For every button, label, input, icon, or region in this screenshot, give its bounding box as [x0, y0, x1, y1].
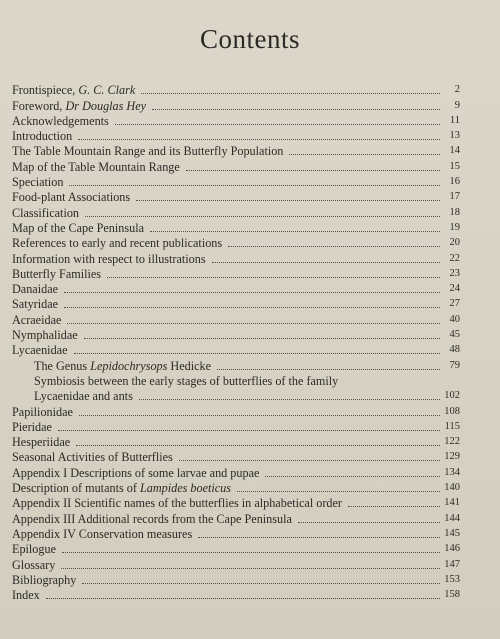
toc-entry-title: Lycaenidae and ants	[34, 389, 133, 404]
dot-leader	[61, 568, 440, 569]
toc-entry-title: Satyridae	[12, 297, 59, 312]
toc-entry-title: Symbiosis between the early stages of butterflies of the family	[34, 373, 339, 388]
page-title: Contents	[199, 24, 300, 54]
toc-entry	[12, 388, 460, 403]
dot-leader	[217, 369, 440, 370]
table-of-contents	[12, 82, 460, 602]
toc-entry-title: Map of the Table Mountain Range	[12, 159, 180, 174]
toc-page-number: 48	[449, 344, 460, 356]
dot-leader	[82, 583, 440, 584]
toc-entry-title: Papilionidae	[12, 404, 73, 419]
toc-page-number: 122	[444, 436, 460, 448]
dot-leader	[228, 246, 440, 247]
toc-page-number: 22	[449, 252, 460, 264]
dot-leader	[84, 338, 440, 339]
toc-entry-title: Danaidae	[12, 282, 59, 297]
dot-leader	[85, 216, 440, 217]
dot-leader	[78, 139, 440, 140]
toc-page-number: 40	[449, 313, 460, 325]
toc-entry-title: Appendix II Scientific names of the butterflies in alphabetical order	[12, 496, 342, 511]
toc-entry-title: Frontispiece, G. C. Clark	[12, 83, 136, 98]
toc-entry-title: Bibliography	[12, 572, 77, 587]
toc-entry-title: Acknowledgements	[12, 113, 109, 128]
dot-leader	[198, 537, 440, 538]
dot-leader	[141, 93, 440, 94]
toc-entry-title: References to early and recent publications	[12, 236, 223, 251]
toc-entry	[12, 419, 460, 434]
toc-page-number: 146	[444, 543, 460, 555]
toc-entry	[12, 403, 460, 418]
toc-entry	[12, 587, 460, 602]
dot-leader	[265, 476, 440, 477]
toc-entry	[12, 143, 460, 158]
toc-entry	[12, 556, 460, 571]
toc-entry-title: Foreword, Dr Douglas Hey	[12, 98, 147, 113]
dot-leader	[67, 323, 440, 324]
toc-page-number: 16	[449, 176, 460, 188]
toc-entry	[12, 97, 460, 112]
toc-entry	[12, 572, 460, 587]
dot-leader	[79, 415, 440, 416]
toc-entry-title: The Table Mountain Range and its Butterfly Population	[12, 144, 284, 159]
toc-page-number: 45	[449, 329, 460, 341]
toc-entry-title: Appendix III Additional records from the Cape Peninsula	[12, 511, 292, 526]
toc-entry	[12, 158, 460, 173]
toc-entry	[12, 327, 460, 342]
toc-entry-title: Description of mutants of Lampides boeticus	[12, 481, 232, 496]
toc-page-number: 24	[449, 283, 460, 295]
toc-entry-title: Introduction	[12, 129, 73, 144]
toc-entry	[12, 357, 460, 372]
toc-entry	[12, 113, 460, 128]
dot-leader	[58, 430, 440, 431]
dot-leader	[136, 200, 440, 201]
toc-page-number: 140	[444, 482, 460, 494]
toc-page-number: 79	[449, 359, 460, 371]
toc-entry-title: Hesperiidae	[12, 435, 71, 450]
toc-entry	[12, 510, 460, 525]
toc-page-number: 108	[444, 405, 460, 417]
dot-leader	[69, 185, 440, 186]
toc-entry	[12, 296, 460, 311]
toc-page-number: 14	[449, 145, 460, 157]
dot-leader	[348, 506, 440, 507]
toc-entry	[12, 541, 460, 556]
toc-entry-title: Map of the Cape Peninsula	[12, 220, 145, 235]
toc-page-number: 9	[454, 99, 460, 111]
toc-entry-title: Classification	[12, 205, 80, 220]
toc-entry	[12, 174, 460, 189]
dot-leader	[298, 522, 440, 523]
toc-page-number: 18	[449, 206, 460, 218]
toc-entry-title: Appendix IV Conservation measures	[12, 526, 193, 541]
toc-entry	[12, 250, 460, 265]
dot-leader	[186, 170, 440, 171]
dot-leader	[139, 399, 440, 400]
dot-leader	[150, 231, 440, 232]
dot-leader	[64, 307, 440, 308]
toc-page-number: 20	[449, 237, 460, 249]
toc-entry-title: Butterfly Families	[12, 266, 102, 281]
toc-entry	[12, 373, 460, 388]
toc-entry	[12, 311, 460, 326]
toc-page-number: 15	[449, 160, 460, 172]
toc-entry	[12, 495, 460, 510]
toc-page-number: 158	[444, 589, 460, 601]
dot-leader	[115, 124, 440, 125]
toc-entry	[12, 220, 460, 235]
toc-entry-title: Nymphalidae	[12, 328, 78, 343]
toc-entry	[12, 449, 460, 464]
toc-page-number: 19	[449, 221, 460, 233]
dot-leader	[237, 491, 440, 492]
toc-page-number: 23	[449, 267, 460, 279]
dot-leader	[46, 598, 440, 599]
toc-page-number: 115	[444, 420, 460, 432]
toc-page-number: 11	[449, 114, 460, 126]
toc-page-number: 102	[444, 390, 460, 402]
dot-leader	[64, 292, 440, 293]
toc-page-number: 2	[454, 84, 460, 96]
toc-page-number: 134	[444, 466, 460, 478]
toc-entry-title: Glossary	[12, 557, 56, 572]
toc-entry-title: Epilogue	[12, 542, 57, 557]
dot-leader	[179, 460, 440, 461]
toc-entry	[12, 235, 460, 250]
toc-entry	[12, 281, 460, 296]
dot-leader	[107, 277, 440, 278]
toc-entry-title: Pieridae	[12, 419, 52, 434]
toc-page-number: 13	[449, 130, 460, 142]
toc-page-number: 153	[444, 573, 460, 585]
toc-entry-title: Lycaenidae	[12, 343, 68, 358]
toc-page-number: 147	[444, 558, 460, 570]
dot-leader	[74, 353, 441, 354]
toc-entry-title: Acraeidae	[12, 312, 62, 327]
toc-entry	[12, 266, 460, 281]
dot-leader	[289, 154, 440, 155]
toc-entry	[12, 464, 460, 479]
toc-entry-title: Appendix I Descriptions of some larvae and pupae	[12, 465, 260, 480]
toc-entry	[12, 204, 460, 219]
toc-entry	[12, 434, 460, 449]
dot-leader	[212, 262, 440, 263]
toc-page-number: 27	[449, 298, 460, 310]
toc-page-number: 17	[449, 191, 460, 203]
toc-entry-title: Food-plant Associations	[12, 190, 131, 205]
toc-entry	[12, 82, 460, 97]
toc-entry-title: Information with respect to illustrations	[12, 251, 206, 266]
toc-entry	[12, 526, 460, 541]
toc-entry-title: Seasonal Activities of Butterflies	[12, 450, 173, 465]
toc-entry-title: Index	[12, 588, 40, 603]
toc-page-number: 141	[444, 497, 460, 509]
toc-page-number: 145	[444, 527, 460, 539]
dot-leader	[62, 552, 440, 553]
toc-entry-title: Speciation	[12, 175, 64, 190]
toc-entry	[12, 342, 460, 357]
toc-entry	[12, 128, 460, 143]
toc-entry	[12, 189, 460, 204]
dot-leader	[76, 445, 440, 446]
dot-leader	[152, 109, 440, 110]
toc-entry	[12, 480, 460, 495]
toc-page-number: 144	[444, 512, 460, 524]
toc-entry-title: The Genus Lepidochrysops Hedicke	[34, 358, 212, 373]
toc-page-number: 129	[444, 451, 460, 463]
